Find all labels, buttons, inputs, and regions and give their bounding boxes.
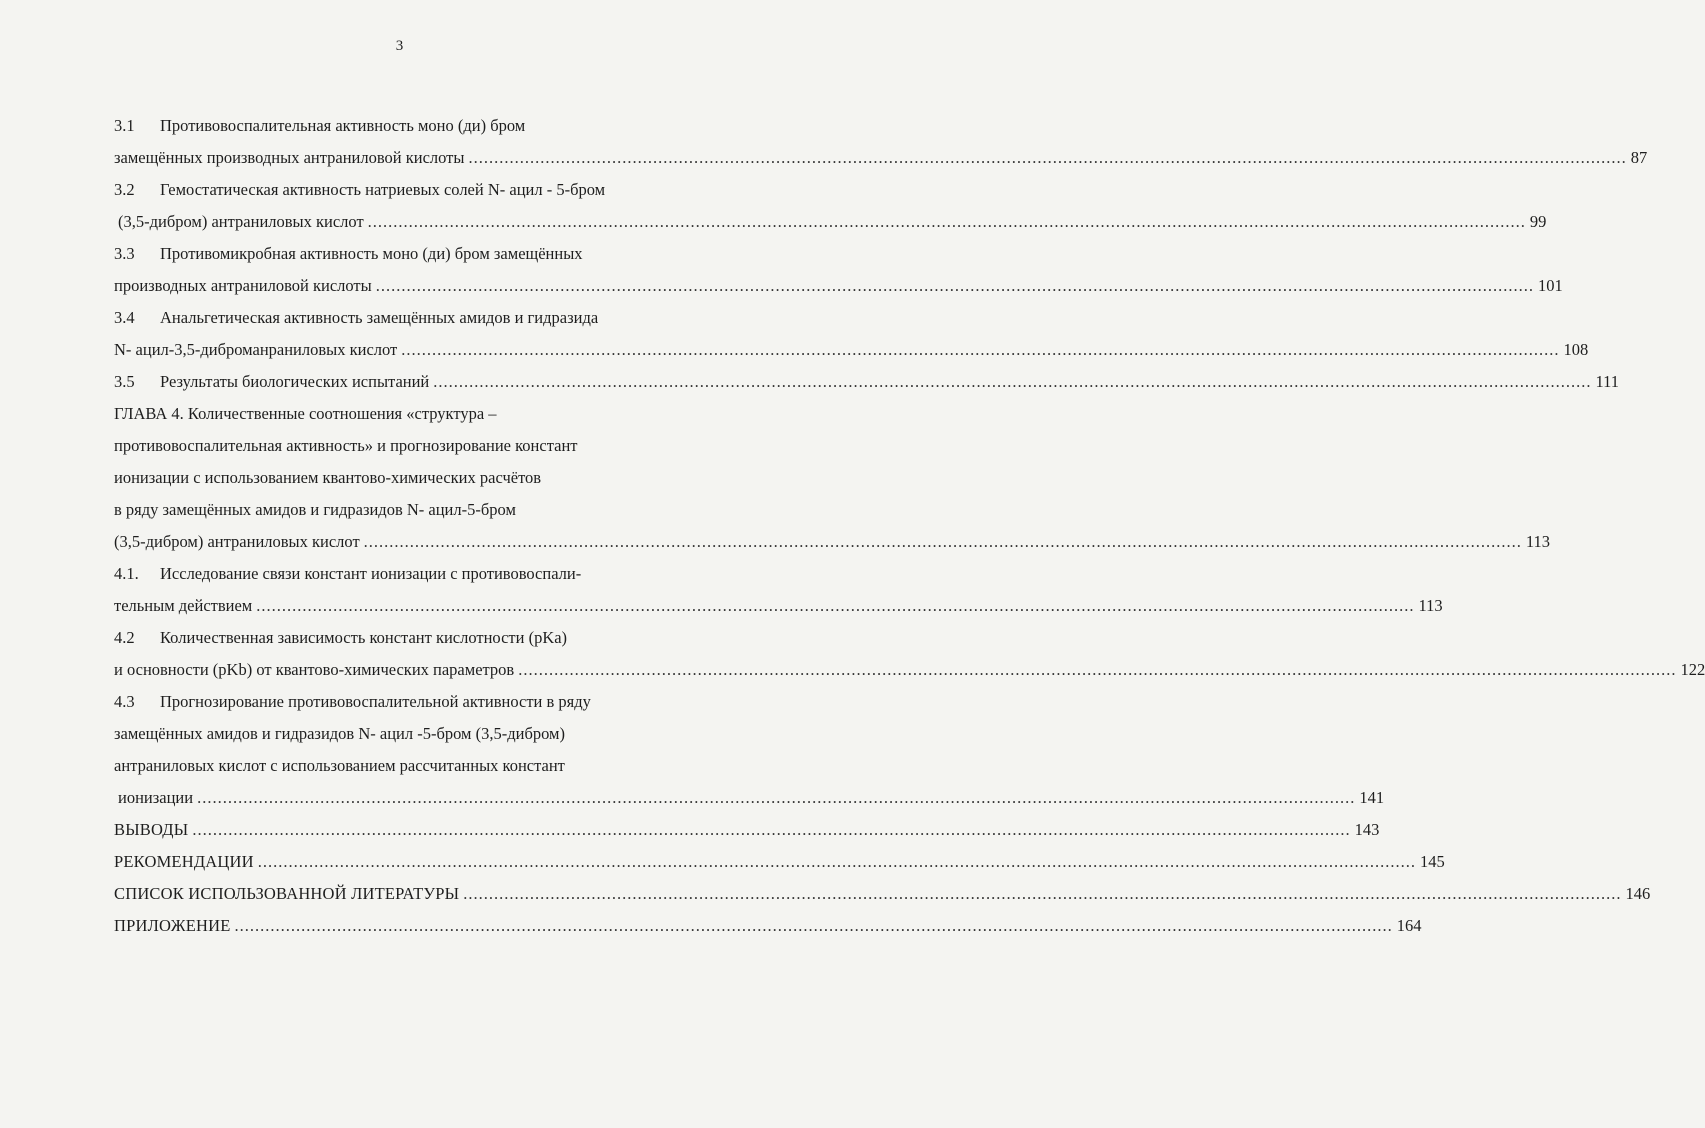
dot-leader [433,366,1591,398]
toc-entry-title: Результаты биологических испытаний [160,372,430,391]
toc-entry-line [114,366,1620,398]
toc-entry-line [114,174,736,206]
toc-entry-line [114,910,1422,942]
toc-entry-title-continued: (3,5-дибром) антраниловых кислот [118,212,364,231]
toc-entry-line [114,430,736,462]
toc-entry-line [114,878,1651,910]
toc-entry-chapter-4[interactable] [114,398,1551,558]
toc-entry-line [114,494,736,526]
toc-entry-title-continued: антраниловых кислот с использованием рассчитанных констант [114,756,565,775]
toc-entry-4-1[interactable] [114,558,1443,622]
toc-entry-page: 99 [1529,212,1547,231]
toc-entry-line [114,270,1563,302]
toc-entry-3-3[interactable] [114,238,1563,302]
toc-entry-title-continued: замещённых производных антраниловой кислоты [114,148,465,167]
toc-entry-title-continued: N- ацил-3,5-диброманраниловых кислот [114,340,398,359]
dot-leader [518,654,1676,686]
toc-entry-line [114,142,1648,174]
toc-entry-title: ПРИЛОЖЕНИЕ [114,916,231,935]
toc-entry-page: 108 [1563,340,1589,359]
toc-entry-page: 87 [1630,148,1648,167]
toc-entry-line [114,750,736,782]
toc-entry-3-4[interactable] [114,302,1589,366]
dot-leader [192,814,1350,846]
toc-entry-page: 111 [1595,372,1620,391]
table-of-contents [114,110,1705,942]
toc-entry-page: 146 [1625,884,1651,903]
toc-entry-number: 4.1. [114,564,139,583]
toc-entry-page: 113 [1418,596,1443,615]
toc-entry-number: 4.3 [114,692,135,711]
toc-entry-page: 145 [1420,852,1445,871]
toc-entry-page: 101 [1537,276,1563,295]
toc-entry-title: Прогнозирование противовоспалительной активности в ряду [160,692,591,711]
toc-entry-line [114,782,1385,814]
toc-entry-line [114,334,1589,366]
toc-entry-3-5[interactable] [114,366,1620,398]
chapter-title-continued: (3,5-дибром) антраниловых кислот [114,532,360,551]
toc-entry-4-3[interactable] [114,686,1385,814]
toc-entry-page: 143 [1354,820,1380,839]
toc-entry-page: 122 [1680,660,1705,679]
toc-entry-4-2[interactable] [114,622,1705,686]
toc-entry-title: Анальгетическая активность замещённых амидов и гидразида [160,308,599,327]
toc-entry-title: Гемостатическая активность натриевых солей N- ацил - 5-бром [160,180,606,199]
toc-entry-title-continued: ионизации [118,788,194,807]
toc-entry-title-continued: замещённых амидов и гидразидов N- ацил -5-бром (3,5-дибром) [114,724,565,743]
toc-entry-line [114,622,736,654]
toc-entry-page: 164 [1396,916,1422,935]
dot-leader [376,270,1534,302]
toc-entry-3-1[interactable] [114,110,1648,174]
toc-entry-title-continued: производных антраниловой кислоты [114,276,372,295]
toc-entry-title: ВЫВОДЫ [114,820,189,839]
toc-entry-title: Противомикробная активность моно (ди) бром замещённых [160,244,583,263]
toc-entry-page: 113 [1525,532,1551,551]
toc-entry-title: РЕКОМЕНДАЦИИ [114,852,254,871]
toc-entry-line [114,558,736,590]
toc-entry-title: Количественная зависимость констант кислотности (pKa) [160,628,568,647]
dot-leader [463,878,1621,910]
dot-leader [364,526,1522,558]
toc-entry-number: 3.2 [114,180,135,199]
toc-entry-line [114,526,1551,558]
dot-leader [197,782,1355,814]
toc-entry-title: Исследование связи констант ионизации с противовоспали- [160,564,582,583]
chapter-title-continued: в ряду замещённых амидов и гидразидов N- ацил-5-бром [114,500,516,519]
dot-leader [234,910,1392,942]
toc-entry-line [114,814,1380,846]
toc-entry-line [114,206,1547,238]
dot-leader [258,846,1416,878]
toc-entry-conclusions[interactable] [114,814,1380,846]
toc-entry-appendix[interactable] [114,910,1422,942]
toc-entry-references[interactable] [114,878,1651,910]
dot-leader [468,142,1626,174]
toc-entry-line [114,110,736,142]
toc-entry-line [114,846,1445,878]
dot-leader [256,590,1414,622]
toc-entry-page: 141 [1359,788,1385,807]
dot-leader [368,206,1526,238]
dot-leader [401,334,1559,366]
toc-entry-number: 3.4 [114,308,135,327]
toc-entry-title: СПИСОК ИСПОЛЬЗОВАННОЙ ЛИТЕРАТУРЫ [114,884,460,903]
toc-entry-number: 3.5 [114,372,135,391]
toc-entry-line [114,654,1705,686]
toc-entry-line [114,590,1443,622]
toc-entry-3-2[interactable] [114,174,1547,238]
toc-entry-line [114,398,736,430]
chapter-title-continued: противовоспалительная активность» и прогнозирование констант [114,436,578,455]
toc-entry-number: 3.3 [114,244,135,263]
toc-entry-number: 4.2 [114,628,135,647]
page-number: 3 [395,38,404,54]
toc-entry-line [114,238,736,270]
chapter-title: ГЛАВА 4. Количественные соотношения «структура – [114,404,497,423]
toc-entry-title-continued: тельным действием [114,596,253,615]
toc-entry-title-continued: и основности (pKb) от квантово-химических параметров [114,660,515,679]
toc-entry-line [114,302,736,334]
toc-entry-line [114,718,736,750]
toc-entry-line [114,686,736,718]
toc-entry-line [114,462,736,494]
toc-entry-title: Противовоспалительная активность моно (ди) бром [160,116,526,135]
chapter-title-continued: ионизации с использованием квантово-химических расчётов [114,468,542,487]
toc-entry-recommendations[interactable] [114,846,1445,878]
toc-entry-number: 3.1 [114,116,135,135]
